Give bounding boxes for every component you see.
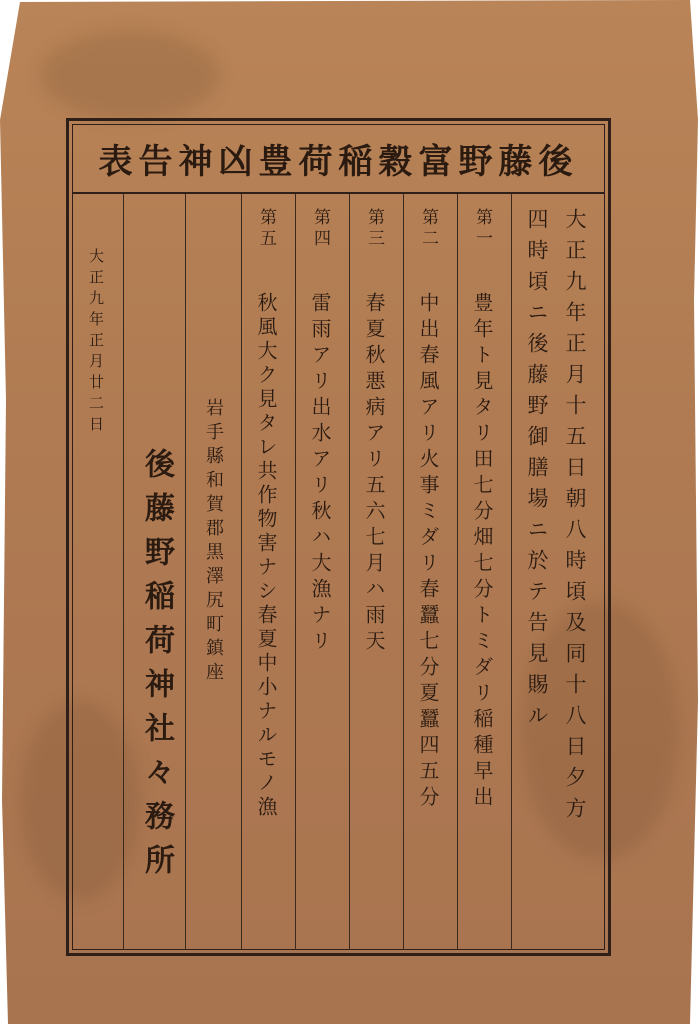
item-heading: 第三 bbox=[364, 208, 384, 250]
item-heading: 第一 bbox=[472, 208, 492, 250]
item-heading: 第五 bbox=[256, 208, 276, 250]
column-divider bbox=[349, 194, 350, 950]
item-heading: 第二 bbox=[418, 208, 438, 250]
item-heading: 第四 bbox=[310, 208, 330, 250]
item-text: 秋風大ク見タレ共作物害ナシ春夏中小ナルモノ漁 bbox=[254, 292, 278, 820]
paper-stain bbox=[40, 30, 220, 120]
intro-line-1: 大正九年正月十五日朝八時頃及同十八日夕方 bbox=[563, 208, 587, 828]
column-divider bbox=[123, 194, 124, 950]
item-text: 豊年ト見タリ田七分畑七分トミダリ稲種早出 bbox=[470, 292, 494, 812]
issue-date: 大正九年正月廿二日 bbox=[87, 248, 105, 437]
intro-line-2: 四時頃ニ後藤野御膳場ニ於テ告見賜ル bbox=[525, 208, 549, 735]
item-text: 春夏秋悪病アリ五六七月ハ雨天 bbox=[362, 292, 386, 656]
column-divider bbox=[511, 194, 512, 950]
column-divider bbox=[295, 194, 296, 950]
item-text: 中出春風アリ火事ミダリ春蠶七分夏蠶四五分 bbox=[416, 292, 440, 812]
title-divider bbox=[72, 192, 605, 194]
column-divider bbox=[241, 194, 242, 950]
column-divider bbox=[403, 194, 404, 950]
column-divider bbox=[457, 194, 458, 950]
issuer-name: 後藤野稲荷神社々務所 bbox=[139, 448, 174, 888]
document-title: 後藤野富穀稲荷豊凶神告表 bbox=[98, 141, 579, 182]
shrine-address: 岩手縣和賀郡黒澤尻町鎮座 bbox=[203, 398, 224, 686]
column-divider bbox=[185, 194, 186, 950]
item-text: 雷雨アリ出水アリ秋ハ大漁ナリ bbox=[308, 292, 332, 656]
